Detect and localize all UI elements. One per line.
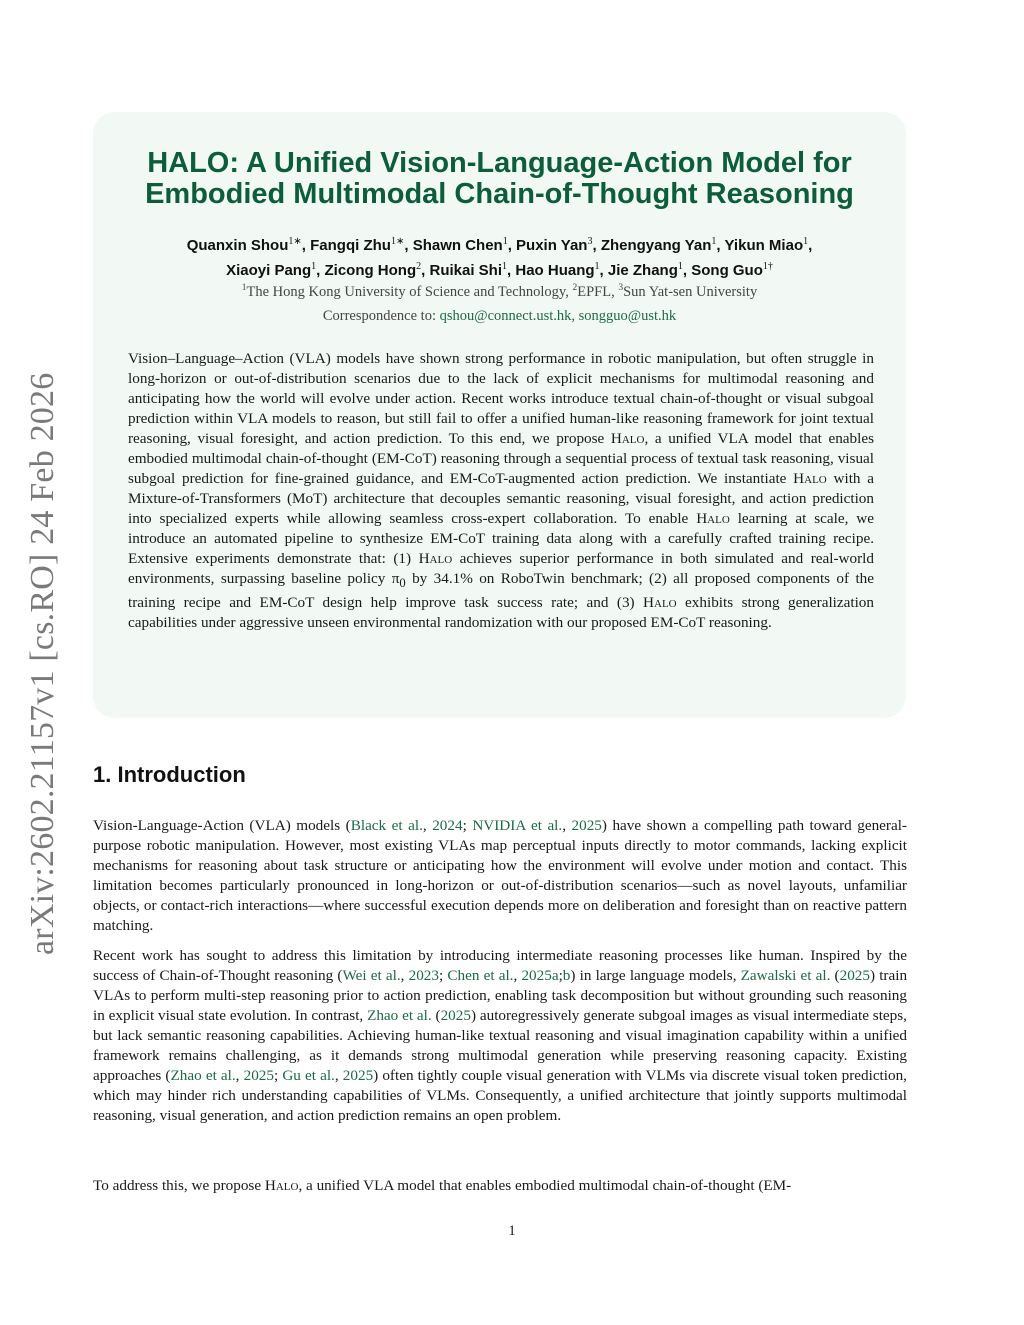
intro-paragraph-2: Recent work has sought to address this limitation by introducing intermediate reasoning processes like human. Inspired by the success of Chain-of-Thought reasoning (Wei et al., 2023; Chen et al., 2025a;b) in large language models, Zawalski et al. (2025) train VLAs to perform multi-step reasoning prior to action prediction, enabling task decomposition but without grounding such reasoning in explicit visual state evolution. In contrast, Zhao et al. (2025) autoregressively generate subgoal images as visual intermediate steps, but lack semantic reasoning capabilities. Achieving human-like textual reasoning and visual imagination capability within a unified framework remains challenging, as it demands strong multimodal generation while preserving reasoning capacity. Existing approaches (Zhao et al., 2025; Gu et al., 2025) often tightly couple visual generation with VLMs via discrete visual token prediction, which may hinder rich understanding capabilities of VLMs. Consequently, a unified architecture that jointly supports multimodal reasoning, visual generation, and action prediction remains an open problem. [93,947,908,1124]
author: Jie Zhang$^1$, [607,261,692,279]
title-line: Embodied Multimodal Chain-of-Thought Reasoning [145,178,854,210]
author: Song Guo$^{1\dagger}$ [691,261,773,279]
author: Puxin Yan$^3$, [516,236,601,254]
intro-paragraph-1: Vision-Language-Action (VLA) models (Black et al., 2024; NVIDIA et al., 2025) have shown a compelling path toward general-purpose robotic manipulation. However, most existing VLAs map perceptual inputs directly to motor commands, lacking explicit mechanisms for reasoning about task structure or anticipating how the environment will evolve under motion and contact. This limitation becomes particularly pronounced in long-horizon or out-of-distribution scenarios—such as novel layouts, unfamiliar objects, or contact-rich interactions—where successful execution depends more on deliberation and foresight than on reactive pattern matching. [93,817,907,934]
paper-title [93,148,906,210]
arxiv-identifier-stamp: arXiv:2602.21157v1 [cs.RO] 24 Feb 2026 [24,372,61,955]
citation-link[interactable]: Wei et al. [342,967,401,984]
affiliations: $^1$The Hong Kong University of Science and Technology, $^2$EPFL, $^3$Sun Yat-sen University [241,283,758,300]
citation-link[interactable]: 2025 [243,1067,274,1084]
author: Zhengyang Yan$^1$, [600,236,725,254]
citation-link[interactable]: Zhao et al. [170,1067,236,1084]
citation-link[interactable]: 2025 [440,1007,471,1024]
abstract: Vision–Language–Action (VLA) models have shown strong performance in robotic manipulation, but often struggle in long-horizon or out-of-distribution scenarios due to the lack of explicit mechanisms for multimodal reasoning and anticipating how the world will evolve under action. Recent works introduce textual chain-of-thought or visual subgoal prediction within VLA models to reason, but still fail to offer a unified human-like reasoning framework for joint textual reasoning, visual foresight, and action prediction. To this end, we propose Halo, a unified VLA model that enables embodied multimodal chain-of-thought (EM-CoT) reasoning through a sequential process of textual task reasoning, visual subgoal prediction for fine-grained guidance, and EM-CoT-augmented action prediction. We instantiate Halo with a Mixture-of-Transformers (MoT) architecture that decouples semantic reasoning, visual foresight, and action prediction into specialized experts while allowing seamless cross-expert collaboration. To enable Halo learning at scale, we introduce an automated pipeline to synthesize EM-CoT training data along with a carefully crafted training recipe. Extensive experiments demonstrate that: (1) Halo achieves superior performance in both simulated and real-world environments, surpassing baseline policy $\pi_0$ by 34.1% on RoboTwin benchmark; (2) all proposed components of the training recipe and EM-CoT design help improve task success rate; and (3) Halo exhibits strong generalization capabilities under aggressive unseen environmental randomization with our proposed EM-CoT reasoning. [128,350,874,632]
citation-link[interactable]: 2025 [342,1067,374,1084]
correspondence [93,308,906,325]
citation-link[interactable]: Gu et al. [282,1067,335,1084]
correspondence-email-link[interactable]: qshou@connect.ust.hk, songguo@ust.hk [439,308,677,324]
citation-link[interactable]: 2025 [839,967,870,984]
citation-link[interactable]: Zawalski et al. [740,967,831,984]
author: Shawn Chen$^1$, [412,236,517,254]
intro-paragraph-3: To address this, we propose Halo, a unified VLA model that enables embodied multimodal chain-of-thought (EM- [93,1177,792,1194]
citation-link[interactable]: b [562,967,571,984]
author: Xiaoyi Pang$^1$, [226,261,325,279]
correspondence-label: Correspondence to: [322,308,440,324]
citation-link[interactable]: 2025a [521,967,559,984]
author: Quanxin Shou$^{1∗}$, [186,236,311,254]
page-number: 1 [508,1223,516,1239]
section-heading-introduction: 1. Introduction [93,762,246,787]
citation-link[interactable]: Zhao et al. [367,1007,432,1024]
citation-link[interactable]: Black et al. [350,817,423,834]
author: Fangqi Zhu$^{1∗}$, [310,236,413,254]
author-list [93,231,906,281]
author: Ruikai Shi$^1$, [429,261,516,279]
citation-link[interactable]: Chen et al. [447,967,514,984]
author: Yikun Miao$^1$, [724,236,813,254]
title-block [93,112,906,718]
author: Hao Huang$^1$, [515,261,608,279]
citation-link[interactable]: NVIDIA et al. [472,817,563,834]
title-line: HALO: A Unified Vision-Language-Action Model for [147,147,852,179]
citation-link[interactable]: 2023 [408,967,439,984]
citation-link[interactable]: 2025 [571,817,602,834]
author: Zicong Hong$^2$, [324,261,430,279]
citation-link[interactable]: 2024 [432,817,463,834]
